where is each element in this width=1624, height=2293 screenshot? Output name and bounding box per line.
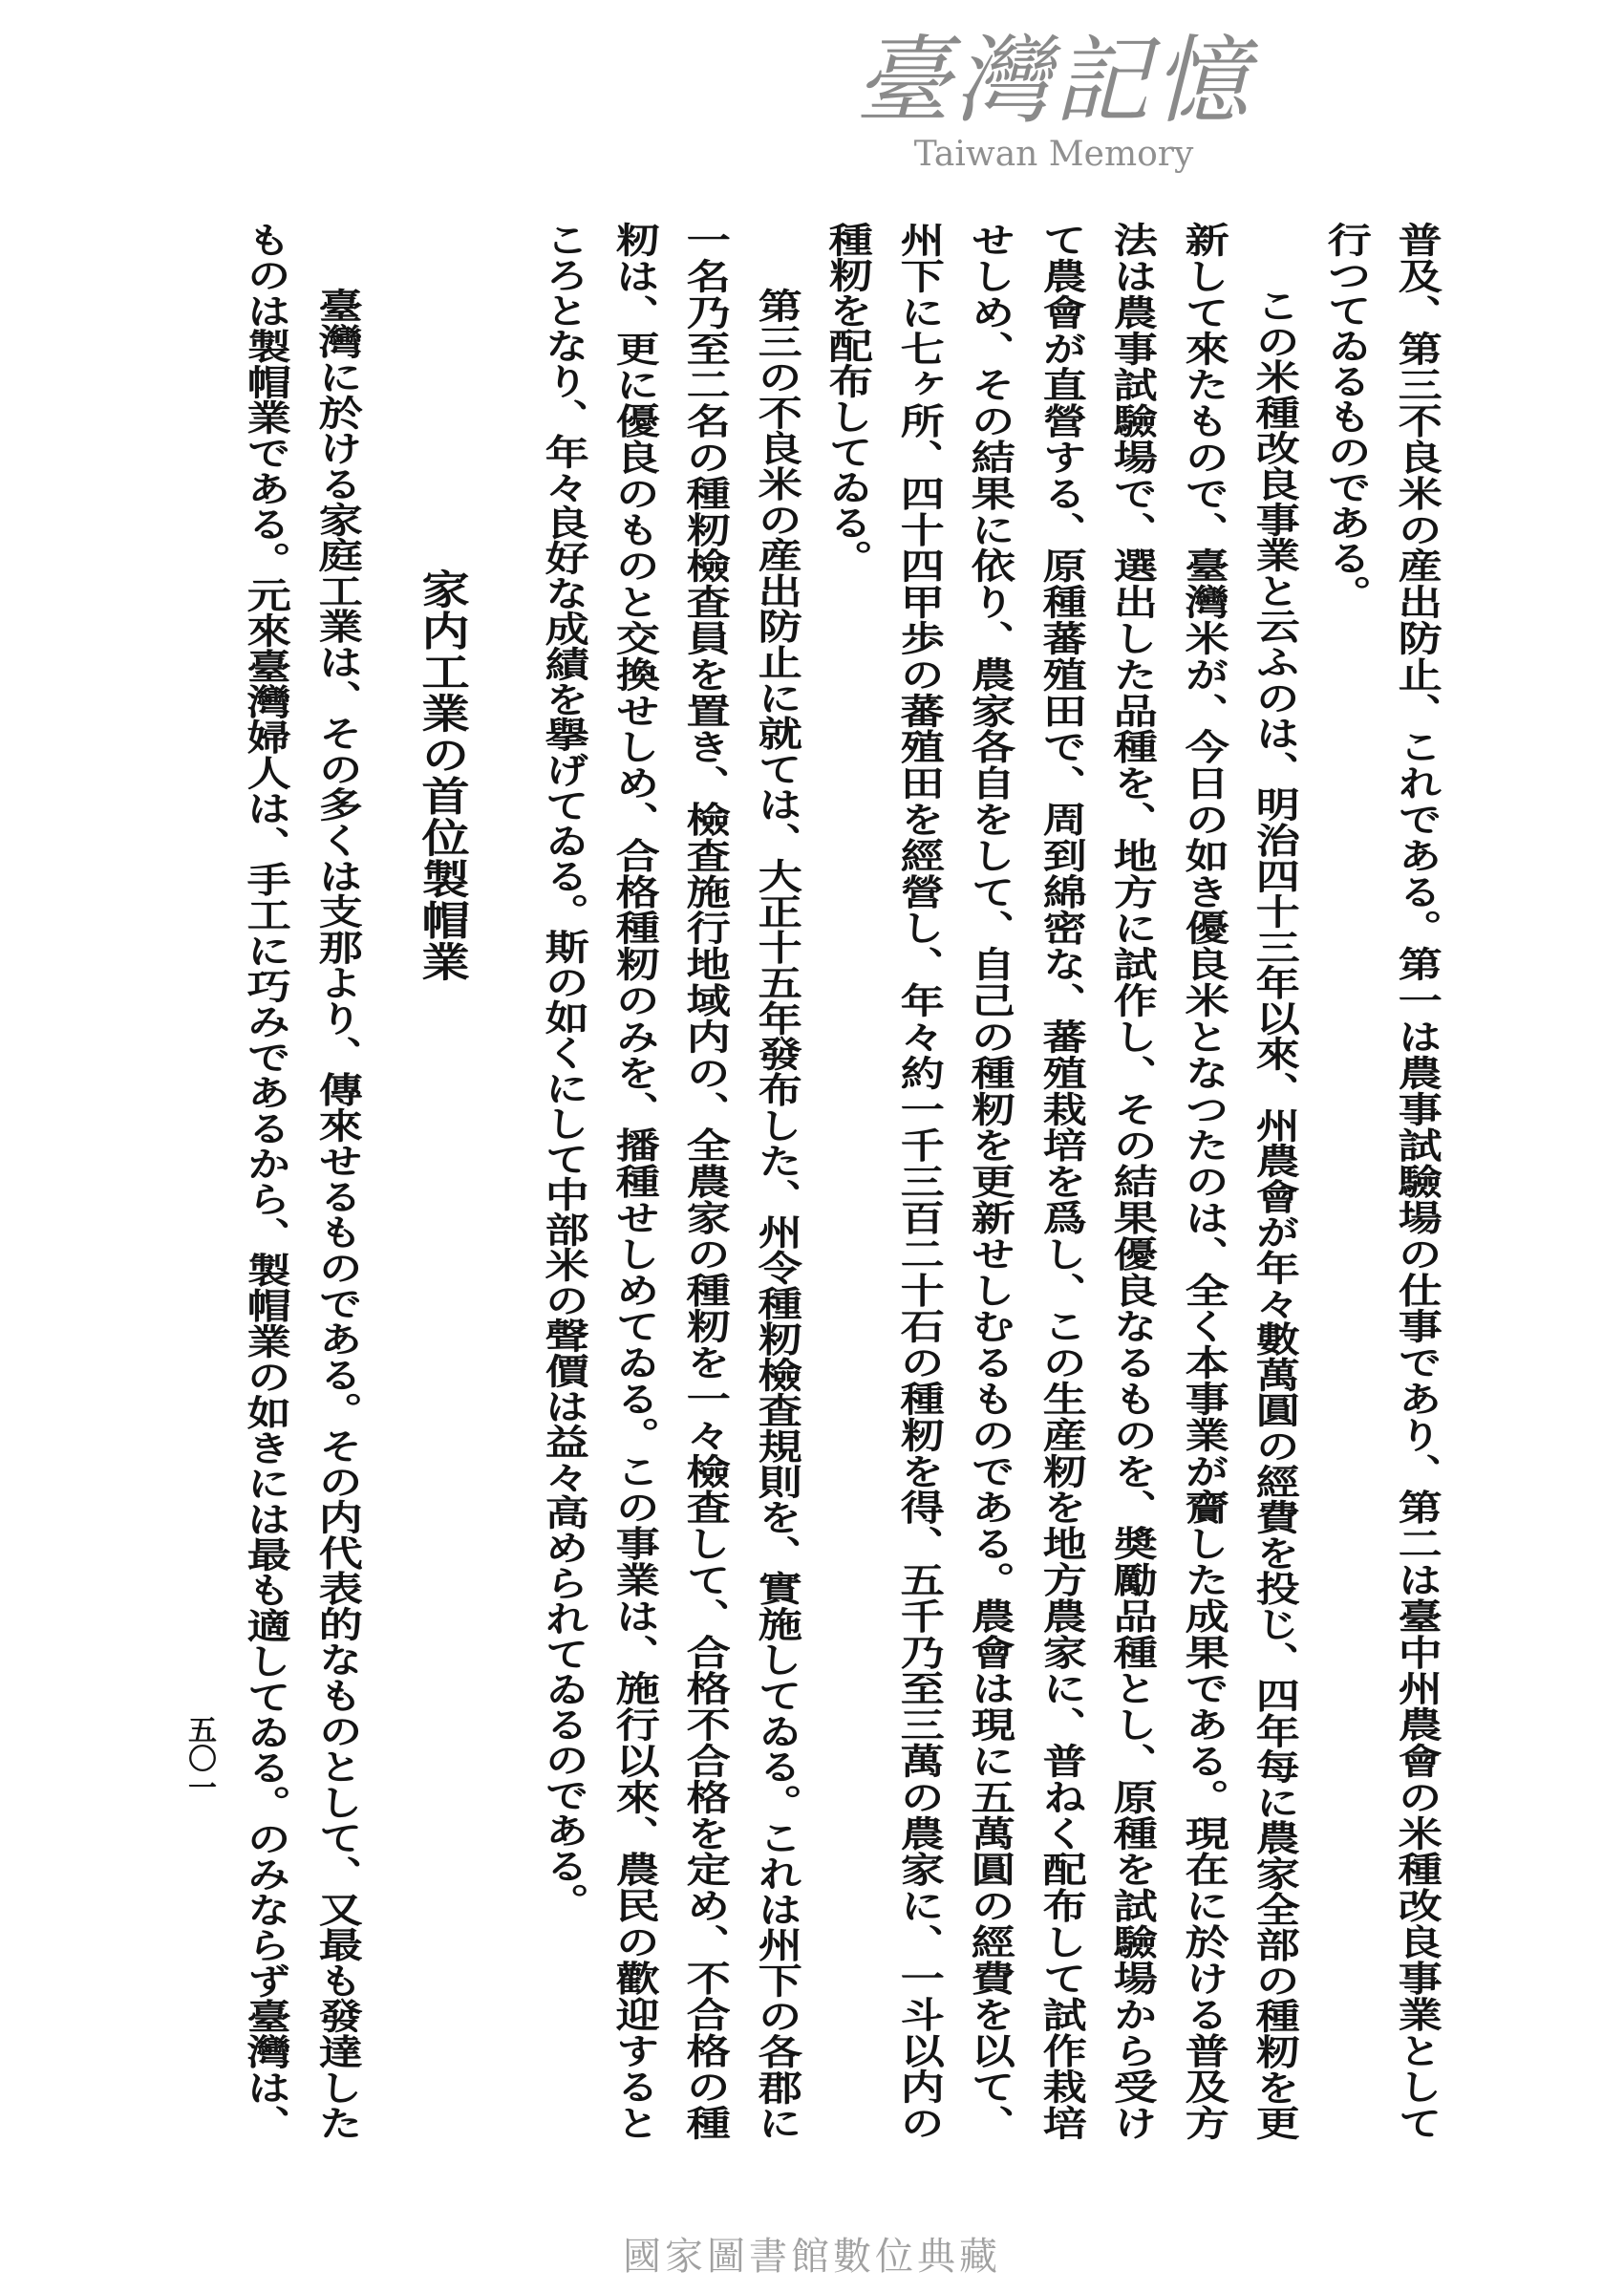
watermark-en: Taiwan Memory xyxy=(913,135,1194,174)
footer-credit: 國家圖書館數位典藏 xyxy=(623,2235,1001,2279)
text-column: せしめ、その結果に依り、農家各自をして、自己の種籾を更新せしむるものである。農會は現に五萬圓の經費を以て、 xyxy=(963,222,1016,2140)
text-column: ころとなり、年々良好な成績を擧げてゐる。斯の如くにして中部米の聲價は益々高められてゐるのである。 xyxy=(537,222,590,1918)
text-column: 新して來たもので、臺灣米が、今日の如き優良米となつたのは、全く本事業が齎した成果である。現在に於ける普及方 xyxy=(1177,222,1230,2140)
watermark-logo xyxy=(820,25,1288,191)
watermark-cjk: 臺灣記憶 xyxy=(855,25,1252,137)
text-column: て農會が直營する、原種蕃殖田で、周到綿密な、蕃殖栽培を爲し、この生産籾を地方農家に、普ねく配布して試作栽培 xyxy=(1035,222,1088,2140)
text-column: 州下に七ヶ所、四十四甲歩の蕃殖田を經營し、年々約一千三百二十石の種籾を得、五千乃至三萬の農家に、一斗以内の xyxy=(892,222,946,2140)
text-column: 籾は、更に優良のものと交換せしめ、合格種籾のみを、播種せしめてゐる。この事業は、施行以來、農民の歡迎すると xyxy=(608,222,661,2140)
text-column: 行つてゐるものである。 xyxy=(1319,222,1373,611)
text-column: 一名乃至二名の種籾檢査員を置き、檢査施行地域内の、全農家の種籾を一々檢査して、合格不合格を定め、不合格の種 xyxy=(678,222,732,2140)
text-column: 種籾を配布してゐる。 xyxy=(821,222,874,575)
section-heading: 家内工業の首位製帽業 xyxy=(415,568,471,981)
text-column: ものは製帽業である。元來臺灣婦人は、手工に巧みであるから、製帽業の如きには最も適してゐる。のみならず臺灣は、 xyxy=(239,222,292,2140)
text-column: 臺灣に於ける家庭工業は、その多くは支那より、傳來せるものである。その内代表的なものとして、又最も發達した xyxy=(310,288,364,2140)
text-column: 法は農事試驗場で、選出した品種を、地方に試作し、その結果優良なるものを、奬勵品種とし、原種を試驗場から受け xyxy=(1105,222,1159,2141)
text-column: 第三の不良米の産出防止に就ては、大正十五年發布した、州令種籾檢査規則を、實施してゐる。これは州下の各郡に xyxy=(750,288,803,2140)
text-column: 普及、第三不良米の産出防止、これである。第一は農事試驗場の仕事であり、第二は臺中州農會の米種改良事業として xyxy=(1390,222,1443,2140)
text-column: この米種改良事業と云ふのは、明治四十三年以來、州農會が年々數萬圓の經費を投じ、四年每に農家全部の種籾を更 xyxy=(1248,288,1301,2140)
page-number: 五〇一 xyxy=(182,1715,216,1801)
